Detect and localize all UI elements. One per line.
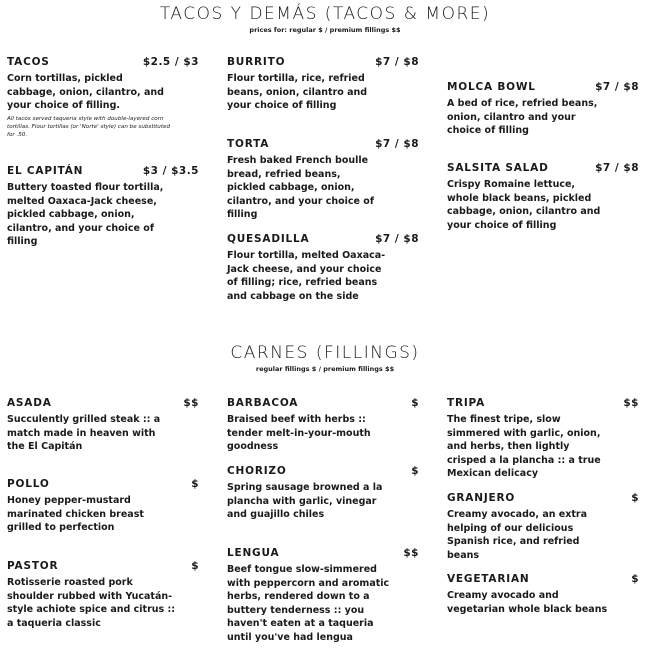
item-name: CHORIZO — [227, 465, 287, 477]
item-description: The finest tripe, slow simmered with garlic, onion, and herbs, then lightly crisped a la plancha :: a true Mexican delicacy — [447, 414, 601, 479]
item-name: MOLCA BOWL — [447, 81, 536, 93]
carnes-section-subtitle: regular fillings $ / premium fillings $$ — [255, 365, 395, 373]
item-price: $ — [411, 465, 419, 477]
item-price: $3 / $3.5 — [142, 165, 199, 177]
item-name: PASTOR — [7, 560, 59, 572]
filling-pollo — [7, 478, 199, 535]
item-price: $7 / $8 — [595, 162, 639, 174]
item-description: Flour tortilla, melted Oaxaca-Jack cheese, and your choice of filling; rice, refried beans and cabbage on the side — [227, 250, 386, 302]
item-description: Honey pepper-mustard marinated chicken breast grilled to perfection — [7, 495, 144, 533]
filling-chorizo — [227, 465, 419, 522]
item-name: SALSITA SALAD — [447, 162, 549, 174]
item-price: $7 / $8 — [595, 81, 639, 93]
filling-vegetarian — [447, 573, 639, 616]
item-name: QUESADILLA — [227, 233, 310, 245]
item-description: Braised beef with herbs :: tender melt-in-your-mouth goodness — [227, 414, 371, 452]
item-price: $7 / $8 — [375, 138, 419, 150]
menu-item-salsita-salad — [447, 162, 639, 232]
tacos-section-title: TACOS Y DEMÁS (TACOS & MORE) — [159, 4, 491, 24]
item-description: Beef tongue slow-simmered with peppercorn and aromatic herbs, rendered down to a buttery tenderness :: you haven't eaten at a taqueria until you've had lengua — [227, 564, 390, 643]
item-name: GRANJERO — [447, 492, 516, 504]
filling-barbacoa — [227, 397, 419, 454]
item-price: $ — [411, 397, 419, 409]
item-name: TRIPA — [447, 397, 486, 409]
item-price: $2.5 / $3 — [142, 56, 199, 68]
item-description: Spring sausage browned a la plancha with garlic, vinegar and guajillo chiles — [227, 482, 383, 520]
item-price: $7 / $8 — [375, 233, 419, 245]
menu-item-tacos — [7, 56, 199, 139]
item-name: TORTA — [227, 138, 270, 150]
filling-tripa — [447, 397, 639, 481]
filling-pastor — [7, 560, 199, 630]
menu-item-molca-bowl — [447, 81, 639, 138]
item-price: $ — [191, 560, 199, 572]
item-price: $ — [631, 492, 639, 504]
carnes-section-title: CARNES (FILLINGS) — [230, 343, 420, 363]
item-description: Rotisserie roasted pork shoulder rubbed with Yucatán-style achiote spice and citrus :: a taqueria classic — [7, 577, 176, 629]
item-name: BARBACOA — [227, 397, 299, 409]
tacos-section-subtitle: prices for: regular $ / premium fillings $$ — [249, 26, 401, 34]
item-description: Flour tortilla, rice, refried beans, onion, cilantro and your choice of filling — [227, 73, 368, 111]
item-price: $ — [191, 478, 199, 490]
filling-granjero — [447, 492, 639, 562]
item-description: Creamy avocado and vegetarian whole black beans — [447, 590, 608, 615]
item-price: $$ — [403, 547, 419, 559]
item-description: Fresh baked French boulle bread, refried beans, pickled cabbage, onion, cilantro, and your choice of filling — [227, 155, 374, 220]
item-description: Crispy Romaine lettuce, whole black beans, pickled cabbage, onion, cilantro and your choice of filling — [447, 179, 601, 231]
filling-lengua — [227, 547, 419, 644]
item-name: EL CAPITÁN — [7, 165, 84, 177]
menu-item-quesadilla — [227, 233, 419, 303]
item-description: Creamy avocado, an extra helping of our delicious Spanish rice, and refried beans — [447, 509, 588, 561]
item-description: Succulently grilled steak :: a match made in heaven with the El Capitán — [7, 414, 161, 452]
menu-item-torta — [227, 138, 419, 222]
menu-item-burrito — [227, 56, 419, 113]
item-price: $ — [631, 573, 639, 585]
item-price: $7 / $8 — [375, 56, 419, 68]
item-name: VEGETARIAN — [447, 573, 530, 585]
item-price: $$ — [623, 397, 639, 409]
item-name: ASADA — [7, 397, 52, 409]
filling-asada — [7, 397, 199, 454]
item-name: TACOS — [7, 56, 50, 68]
item-name: POLLO — [7, 478, 50, 490]
item-description: Corn tortillas, pickled cabbage, onion, cilantro, and your choice of filling. — [7, 73, 164, 111]
item-description: A bed of rice, refried beans, onion, cilantro and your choice of filling — [447, 98, 598, 136]
item-note: All tacos served taqueria style with double-layered corn tortillas. Flour tortillas (or 'Norte' style) can be substituted for .50. — [7, 115, 171, 138]
item-name: BURRITO — [227, 56, 286, 68]
menu-item-el-capitan — [7, 165, 199, 249]
item-name: LENGUA — [227, 547, 280, 559]
item-price: $$ — [183, 397, 199, 409]
item-description: Buttery toasted flour tortilla, melted Oaxaca-Jack cheese, pickled cabbage, onion, cilantro, and your choice of filling — [7, 182, 164, 247]
